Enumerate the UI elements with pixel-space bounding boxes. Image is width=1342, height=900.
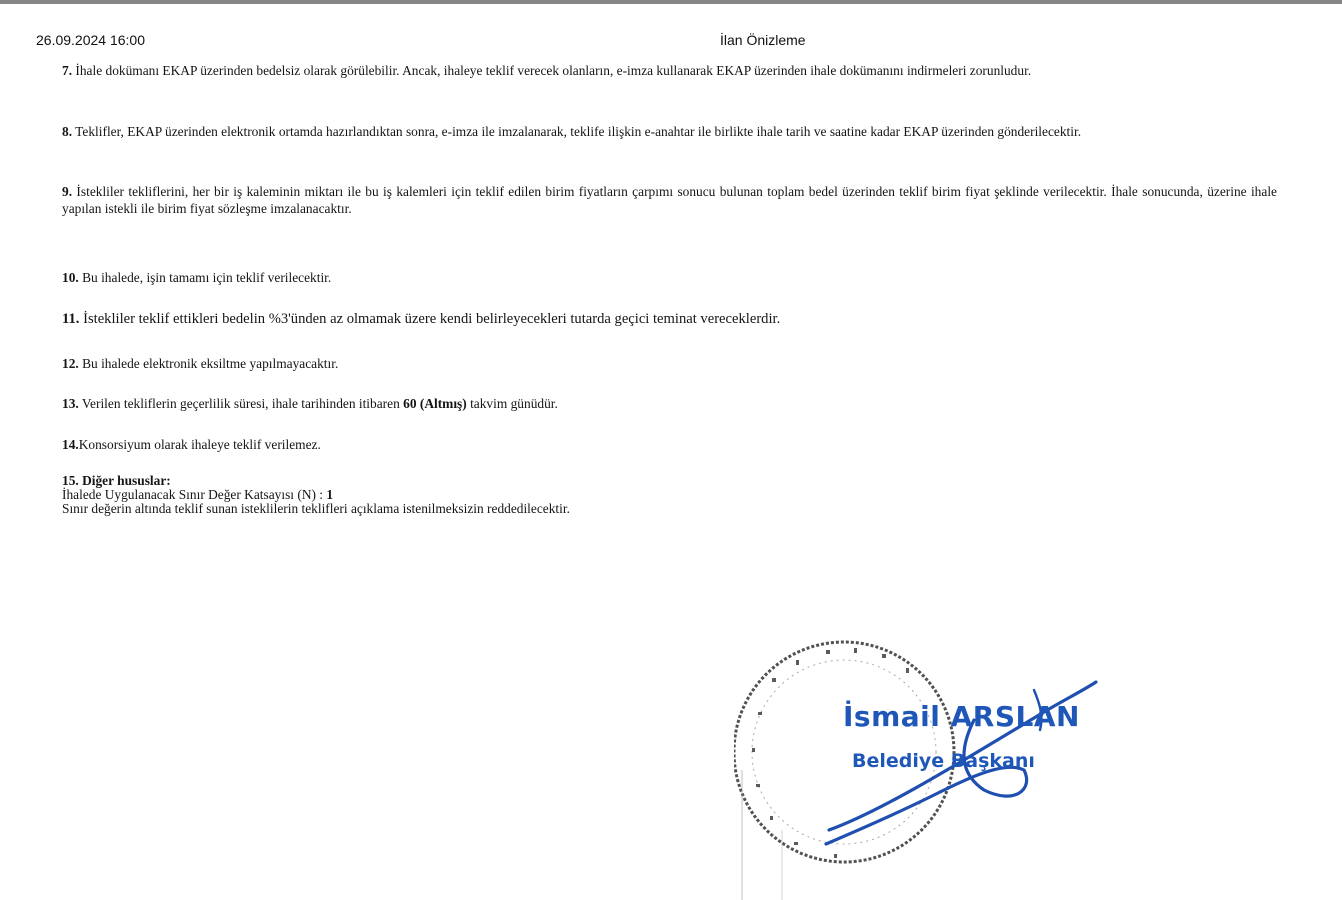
clause-number: 12. — [62, 356, 79, 371]
clause-number: 7. — [62, 63, 73, 78]
clause-text: Konsorsiyum olarak ihaleye teklif verilemez. — [78, 437, 321, 452]
clause-text: Bu ihalede, işin tamamı için teklif verilecektir. — [82, 270, 332, 285]
clause-number: 9. — [62, 184, 73, 199]
rejection-note: Sınır değerin altında teklif sunan isteklilerin teklifleri açıklama istenilmeksizin reddedilecektir. — [62, 501, 570, 516]
clause-8 — [62, 123, 1277, 140]
clause-number: 14. — [62, 437, 79, 452]
limit-coefficient-value: 1 — [326, 487, 334, 502]
clause-14 — [62, 436, 1277, 453]
clause-9 — [62, 183, 1277, 217]
clause-text-end: takvim günüdür. — [466, 396, 558, 411]
clause-12 — [62, 355, 1277, 372]
clause-text: Teklifler, EKAP üzerinden elektronik ortamda hazırlandıktan sonra, e-imza ile imzalanarak, teklife ilişkin e-anahtar ile birlikte ihale tarih ve saatine kadar EKAP üzerinden gönderilecektir. — [75, 124, 1082, 139]
clause-text: İstekliler tekliflerini, her bir iş kaleminin miktarı ile bu iş kalemleri için teklif edilen birim fiyatların çarpımı sonucu bulunan toplam bedel üzerinden teklif birim fiyat şeklinde verilecektir. İhale sonucunda, üzerine ihale yapılan istekli ile birim fiyat sözleşme imzalanacaktır. — [62, 184, 1277, 216]
print-date: 26.09.2024 16:00 — [36, 32, 145, 48]
clause-number: 13. — [62, 396, 79, 411]
clause-10 — [62, 269, 1277, 286]
clause-11 — [62, 311, 1277, 328]
limit-coefficient-label: İhalede Uygulanacak Sınır Değer Katsayısı (N) : — [62, 487, 327, 502]
clause-13 — [62, 395, 1277, 412]
clause-7 — [62, 62, 1277, 79]
scan-edge-line — [0, 0, 1342, 4]
signatory-title: Belediye Başkanı — [852, 750, 1035, 772]
signatory-name: İsmail ARSLAN — [843, 700, 1080, 733]
clause-text: Verilen tekliflerin geçerlilik süresi, ihale tarihinden itibaren — [81, 396, 404, 411]
clause-number: 8. — [62, 124, 73, 139]
clause-text: İhale dokümanı EKAP üzerinden bedelsiz olarak görülebilir. Ancak, ihaleye teklif verecek olanların, e-imza kullanarak EKAP üzerinden ihale dokümanını indirmeleri zorunludur. — [75, 63, 1032, 78]
clause-text: İstekliler teklif ettikleri bedelin %3'ünden az olmamak üzere kendi belirleyecekleri tutarda geçici teminat vereceklerdir. — [83, 311, 781, 327]
validity-period: 60 (Altmış) — [403, 396, 467, 411]
page-title: İlan Önizleme — [720, 32, 806, 48]
clause-15-heading: 15. Diğer hususlar: — [62, 473, 171, 488]
clause-text: Bu ihalede elektronik eksiltme yapılmayacaktır. — [82, 356, 339, 371]
clause-15 — [62, 474, 1062, 516]
clause-number: 10. — [62, 270, 79, 285]
clause-number: 11. — [62, 311, 80, 327]
